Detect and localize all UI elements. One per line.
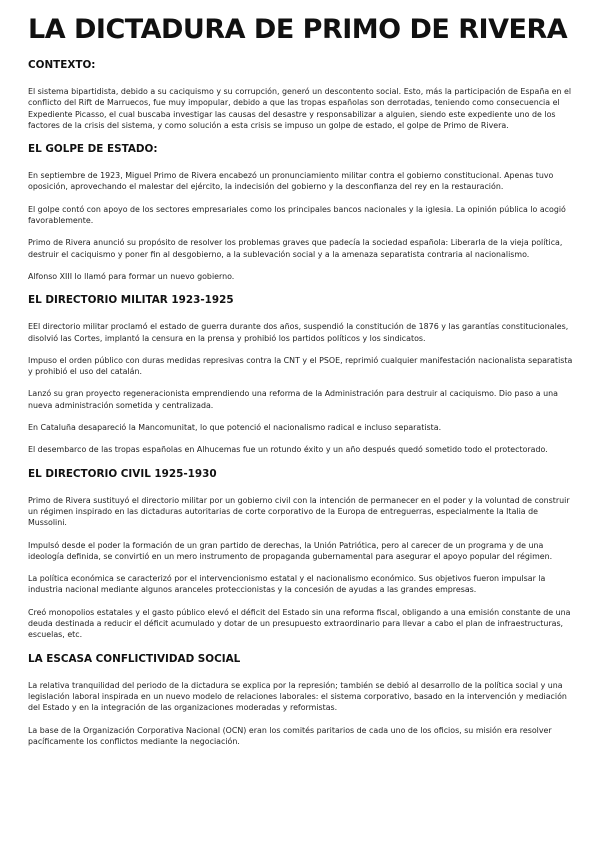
paragraph: El golpe contó con apoyo de los sectores empresariales como los principales bancos nacionales y la iglesia. La opinión pública lo acogió favorablemente. bbox=[28, 204, 566, 226]
section-heading: EL DIRECTORIO MILITAR 1923-1925 bbox=[28, 294, 234, 307]
paragraph: Alfonso XIII lo llamó para formar un nuevo gobierno. bbox=[28, 271, 235, 281]
paragraph: El sistema bipartidista, debido a su caciquismo y su corrupción, generó un descontento social. Esto, más la participación de España en el conflicto del Rift de Marruecos, fue muy impopular, debido a que las tropas españolas son derrotadas, teniendo como consecuencia el Expediente Picasso, el cual buscaba investigar las causas del desastre y responsabilizar a alguien, siendo este expediente uno de los factores de la crisis del sistema, y como solución a esta crisis se impuso un golpe de estado, el golpe de Primo de Rivera. bbox=[28, 87, 572, 130]
paragraph: EEl directorio militar proclamó el estado de guerra durante dos años, suspendió la constitución de 1876 y las garantías constitucionales, disolvió las Cortes, implantó la censura en la prensa y prohibió los partidos políticos y los sindicatos. bbox=[28, 322, 569, 343]
paragraph: En septiembre de 1923, Miguel Primo de Rivera encabezó un pronunciamiento militar contra el gobierno constitucional. Apenas tuvo oposición, aprovechando el malestar del ejército, la indecisión del gobierno y la desconfianza del rey en la restauración. bbox=[28, 171, 554, 192]
section-heading: CONTEXTO: bbox=[28, 59, 96, 71]
paragraph: Creó monopolios estatales y el gasto público elevó el déficit del Estado sin una reforma fiscal, obligando a una emisión constante de una deuda destinada a reducir el déficit acumulado y dotar de un presupuesto extraordinario para llevar a cabo el plan de infraestructuras, escuelas, etc. bbox=[28, 607, 571, 640]
section bbox=[28, 142, 574, 282]
section bbox=[28, 652, 574, 747]
document-body bbox=[28, 58, 574, 747]
section-heading: EL GOLPE DE ESTADO: bbox=[28, 143, 158, 156]
paragraph: En Cataluña desapareció la Mancomunitat, lo que potenció el nacionalismo radical e incluso separatista. bbox=[28, 423, 442, 433]
paragraph: La política económica se caracterizó por el intervencionismo estatal y el nacionalismo económico. Sus objetivos fueron impulsar la industria nacional mediante algunos aranceles proteccionistas y la concesión de ayudas a las grandes empresas. bbox=[28, 574, 546, 595]
section-heading: EL DIRECTORIO CIVIL 1925-1930 bbox=[28, 467, 217, 480]
paragraph: Lanzó su gran proyecto regeneracionista emprendiendo una reforma de la Administración para destruir al caciquismo. Dio paso a una nueva administración sometida y centralizada. bbox=[28, 389, 558, 410]
paragraph: La relativa tranquilidad del periodo de la dictadura se explica por la represión; también se debió al desarrollo de la política social y una legislación laboral inspirada en un nuevo modelo de relaciones laborales: el sistema corporativo, basado en la intervención y mediación del Estado y en la integración de las organizaciones moderadas y reformistas. bbox=[28, 680, 567, 713]
paragraph: Impuso el orden público con duras medidas represivas contra la CNT y el PSOE, reprimió cualquier manifestación nacionalista separatista y prohibió el uso del catalán. bbox=[28, 355, 573, 377]
paragraph: Impulsó desde el poder la formación de un gran partido de derechas, la Unión Patriótica, pero al carecer de un programa y de una ideología definida, se convirtió en un mero instrumento de propaganda gubernamental para asegurar el apoyo popular del régimen. bbox=[28, 540, 553, 561]
section bbox=[28, 467, 574, 641]
section bbox=[28, 58, 574, 131]
paragraph: Primo de Rivera sustituyó el directorio militar por un gobierno civil con la intención de permanecer en el poder y la voluntad de construir un régimen inspirado en las dictaduras autoritarias de corte corporativo de la Europa de entreguerras, especialmente la Italia de Mussolini. bbox=[28, 495, 570, 528]
paragraph: La base de la Organización Corporativa Nacional (OCN) eran los comités paritarios de cada uno de los oficios, su misión era resolver pacíficamente los conflictos mediante la negociación. bbox=[28, 725, 552, 746]
page-title: LA DICTADURA DE PRIMO DE RIVERA bbox=[28, 14, 568, 45]
section bbox=[28, 293, 574, 455]
section-heading: LA ESCASA CONFLICTIVIDAD SOCIAL bbox=[28, 652, 241, 665]
paragraph: Primo de Rivera anunció su propósito de resolver los problemas graves que padecía la sociedad española: Liberarla de la vieja política, destruir el caciquismo y poner fin al desgobierno, a la sublevación social y a la amenaza separatista contraria al nacionalismo. bbox=[28, 238, 563, 259]
paragraph: El desembarco de las tropas españolas en Alhucemas fue un rotundo éxito y un año después quedó sometido todo el protectorado. bbox=[28, 445, 548, 455]
